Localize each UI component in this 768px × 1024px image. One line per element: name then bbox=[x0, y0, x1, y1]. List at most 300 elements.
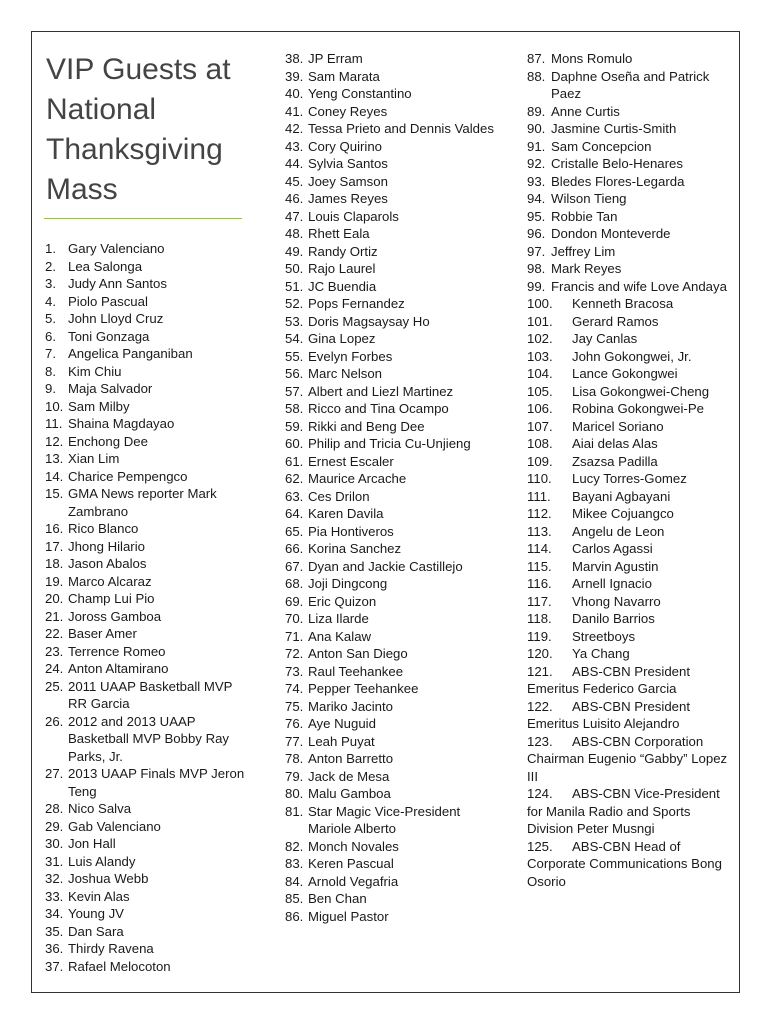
list-item-number: 63. bbox=[285, 488, 304, 504]
guest-name: Joji Dingcong bbox=[308, 576, 388, 591]
list-item-number: 77. bbox=[285, 733, 304, 749]
list-item bbox=[527, 295, 732, 313]
guest-name: Jason Abalos bbox=[68, 556, 147, 571]
guest-name: Albert and Liezl Martinez bbox=[308, 383, 454, 399]
list-item bbox=[285, 890, 495, 908]
list-item-number: 45. bbox=[285, 173, 304, 189]
guest-name: Robina Gokongwei-Pe bbox=[572, 401, 704, 416]
list-item bbox=[527, 488, 732, 506]
list-item-number: 123. bbox=[527, 733, 553, 749]
guest-name: Mikee Cojuangco bbox=[572, 506, 674, 521]
list-item-number: 32. bbox=[45, 871, 64, 886]
guest-name: Anton San Diego bbox=[308, 646, 408, 661]
list-item-number: 1. bbox=[45, 241, 56, 256]
list-item bbox=[45, 293, 250, 311]
list-item-number: 79. bbox=[285, 768, 304, 784]
list-item-number: 111. bbox=[527, 488, 551, 504]
list-item bbox=[45, 818, 250, 836]
list-item bbox=[285, 260, 495, 278]
guest-name: John Gokongwei, Jr. bbox=[572, 348, 692, 364]
list-item bbox=[285, 225, 495, 243]
list-item-number: 34. bbox=[45, 906, 64, 921]
list-item-number: 50. bbox=[285, 261, 304, 276]
list-item bbox=[527, 173, 732, 191]
guest-name: Dyan and Jackie Castillejo bbox=[308, 558, 463, 574]
list-item-number: 116. bbox=[527, 576, 552, 591]
list-item bbox=[527, 593, 732, 611]
guest-name: Ernest Escaler bbox=[308, 453, 394, 469]
list-item-number: 67. bbox=[285, 558, 304, 574]
guest-name: ABS-CBN Vice-President for Manila Radio and Sports Division Peter Musngi bbox=[527, 786, 720, 836]
guest-name: Louis Claparols bbox=[308, 208, 399, 224]
list-item-number: 55. bbox=[285, 348, 304, 364]
list-item bbox=[285, 593, 495, 611]
list-item-number: 64. bbox=[285, 506, 304, 521]
guest-name: Jay Canlas bbox=[572, 331, 638, 346]
list-item-number: 27. bbox=[45, 766, 64, 781]
list-item bbox=[285, 383, 495, 401]
list-item bbox=[527, 155, 732, 173]
guest-name: Anne Curtis bbox=[551, 103, 620, 119]
list-item bbox=[527, 243, 732, 261]
list-item-number: 38. bbox=[285, 51, 304, 66]
list-item-number: 5. bbox=[45, 311, 56, 326]
list-item-number: 114. bbox=[527, 541, 552, 556]
guest-name: Keren Pascual bbox=[308, 856, 394, 871]
guest-name: JP Erram bbox=[308, 51, 363, 66]
list-item-number: 110. bbox=[527, 471, 552, 486]
list-item bbox=[45, 240, 250, 258]
list-item bbox=[527, 698, 732, 733]
list-item bbox=[285, 138, 495, 156]
list-item-number: 97. bbox=[527, 243, 546, 259]
guest-name: Randy Ortiz bbox=[308, 243, 378, 259]
list-item-number: 66. bbox=[285, 541, 304, 556]
list-item bbox=[45, 258, 250, 276]
list-item bbox=[45, 415, 250, 433]
list-item-number: 119. bbox=[527, 628, 552, 644]
guest-name: GMA News reporter Mark Zambrano bbox=[68, 486, 217, 519]
guest-name: Bledes Flores-Legarda bbox=[551, 173, 685, 189]
guest-name: Thirdy Ravena bbox=[68, 941, 154, 956]
guest-name: Maricel Soriano bbox=[572, 418, 664, 434]
list-item-number: 83. bbox=[285, 856, 304, 871]
guest-name: Jhong Hilario bbox=[68, 538, 145, 554]
list-item bbox=[285, 365, 495, 383]
list-item bbox=[527, 120, 732, 138]
list-item-number: 20. bbox=[45, 591, 64, 606]
list-item bbox=[45, 853, 250, 871]
guest-name: Vhong Navarro bbox=[572, 593, 661, 609]
list-item-number: 112. bbox=[527, 506, 552, 521]
list-item bbox=[527, 138, 732, 156]
list-item bbox=[45, 765, 250, 800]
guest-name: Marco Alcaraz bbox=[68, 573, 152, 589]
guest-name: Joey Samson bbox=[308, 173, 388, 189]
list-item-number: 115. bbox=[527, 558, 552, 574]
guest-name: Joshua Webb bbox=[68, 871, 149, 886]
list-item-number: 23. bbox=[45, 643, 64, 659]
list-item-number: 68. bbox=[285, 576, 304, 591]
guest-name: John Lloyd Cruz bbox=[68, 311, 164, 326]
list-item bbox=[285, 575, 495, 593]
guest-name: Young JV bbox=[68, 906, 124, 921]
guest-name: Eric Quizon bbox=[308, 593, 377, 609]
list-item-number: 106. bbox=[527, 401, 553, 416]
guest-name: Streetboys bbox=[572, 628, 636, 644]
list-item-number: 24. bbox=[45, 661, 64, 676]
list-item-number: 82. bbox=[285, 838, 304, 854]
guest-name: Aye Nuguid bbox=[308, 716, 376, 731]
list-item bbox=[285, 803, 495, 838]
guest-list-column-1 bbox=[45, 240, 250, 975]
list-item bbox=[45, 468, 250, 486]
list-item-number: 121. bbox=[527, 663, 553, 679]
list-item-number: 85. bbox=[285, 891, 304, 906]
list-item bbox=[527, 575, 732, 593]
list-item-number: 103. bbox=[527, 348, 553, 364]
list-item bbox=[45, 870, 250, 888]
list-item bbox=[285, 873, 495, 891]
guest-name: Lisa Gokongwei-Cheng bbox=[572, 383, 710, 399]
list-item-number: 18. bbox=[45, 556, 64, 571]
list-item-number: 36. bbox=[45, 941, 64, 956]
list-item-number: 9. bbox=[45, 381, 56, 396]
list-item-number: 73. bbox=[285, 663, 304, 679]
guest-name: Gina Lopez bbox=[308, 331, 376, 346]
list-item-number: 57. bbox=[285, 383, 304, 399]
guest-name: Jasmine Curtis-Smith bbox=[551, 121, 677, 136]
list-item-number: 89. bbox=[527, 103, 546, 119]
guest-name: Enchong Dee bbox=[68, 433, 148, 449]
list-item-number: 93. bbox=[527, 173, 546, 189]
list-item-number: 3. bbox=[45, 276, 56, 291]
guest-name: Monch Novales bbox=[308, 838, 399, 854]
list-item bbox=[285, 295, 495, 313]
guest-name: Jack de Mesa bbox=[308, 768, 390, 784]
list-item bbox=[45, 345, 250, 363]
list-item-number: 98. bbox=[527, 261, 546, 276]
list-item-number: 47. bbox=[285, 208, 304, 224]
list-item bbox=[285, 400, 495, 418]
guest-name: ABS-CBN President Emeritus Luisito Alejandro bbox=[527, 698, 690, 731]
list-item bbox=[527, 365, 732, 383]
list-item-number: 13. bbox=[45, 451, 64, 466]
list-item bbox=[285, 348, 495, 366]
list-item bbox=[527, 383, 732, 401]
guest-name: Angelu de Leon bbox=[572, 523, 665, 539]
guest-name: Carlos Agassi bbox=[572, 541, 653, 556]
list-item bbox=[285, 278, 495, 296]
list-item bbox=[285, 330, 495, 348]
list-item bbox=[285, 313, 495, 331]
list-item-number: 76. bbox=[285, 716, 304, 731]
guest-name: Star Magic Vice-President Mariole Alberto bbox=[308, 803, 461, 836]
guest-name: JC Buendia bbox=[308, 278, 377, 294]
list-item bbox=[285, 190, 495, 208]
guest-name: Philip and Tricia Cu-Unjieng bbox=[308, 436, 471, 451]
list-item-number: 107. bbox=[527, 418, 553, 434]
list-item bbox=[527, 453, 732, 471]
list-item bbox=[527, 225, 732, 243]
list-item-number: 71. bbox=[285, 628, 304, 644]
guest-name: Yeng Constantino bbox=[308, 86, 412, 101]
list-item bbox=[285, 610, 495, 628]
list-item bbox=[285, 470, 495, 488]
list-item-number: 40. bbox=[285, 86, 304, 101]
list-item bbox=[285, 208, 495, 226]
list-item bbox=[285, 155, 495, 173]
list-item-number: 118. bbox=[527, 611, 552, 626]
guest-name: Maurice Arcache bbox=[308, 471, 407, 486]
list-item-number: 19. bbox=[45, 573, 64, 589]
guest-name: Sam Concepcion bbox=[551, 138, 652, 154]
guest-name: Gab Valenciano bbox=[68, 818, 161, 834]
list-item-number: 31. bbox=[45, 853, 64, 869]
guest-name: Champ Lui Pio bbox=[68, 591, 155, 606]
guest-name: Mariko Jacinto bbox=[308, 698, 394, 714]
list-item-number: 78. bbox=[285, 751, 304, 766]
list-item-number: 43. bbox=[285, 138, 304, 154]
list-item bbox=[45, 328, 250, 346]
list-item-number: 41. bbox=[285, 103, 304, 119]
list-item bbox=[285, 628, 495, 646]
list-item bbox=[285, 103, 495, 121]
guest-name: James Reyes bbox=[308, 191, 388, 206]
guest-name: ABS-CBN President Emeritus Federico Garcia bbox=[527, 663, 690, 696]
guest-name: Sam Marata bbox=[308, 68, 380, 84]
list-item bbox=[285, 435, 495, 453]
guest-name: Jeffrey Lim bbox=[551, 243, 616, 259]
list-item bbox=[45, 538, 250, 556]
list-item-number: 60. bbox=[285, 436, 304, 451]
list-item bbox=[527, 645, 732, 663]
list-item bbox=[45, 310, 250, 328]
guest-name: Cristalle Belo-Henares bbox=[551, 156, 683, 171]
list-item bbox=[527, 505, 732, 523]
guest-name: Korina Sanchez bbox=[308, 541, 402, 556]
list-item bbox=[45, 608, 250, 626]
guest-name: Marvin Agustin bbox=[572, 558, 659, 574]
list-item bbox=[45, 485, 250, 520]
list-item bbox=[285, 540, 495, 558]
list-item bbox=[285, 50, 495, 68]
list-item bbox=[45, 573, 250, 591]
guest-name: Rhett Eala bbox=[308, 226, 370, 241]
guest-name: Anton Barretto bbox=[308, 751, 394, 766]
guest-name: Ben Chan bbox=[308, 891, 367, 906]
guest-name: Xian Lim bbox=[68, 451, 120, 466]
list-item bbox=[45, 923, 250, 941]
guest-name: Joross Gamboa bbox=[68, 608, 162, 624]
list-item bbox=[285, 733, 495, 751]
list-item-number: 17. bbox=[45, 538, 64, 554]
list-item bbox=[527, 540, 732, 558]
list-item-number: 69. bbox=[285, 593, 304, 609]
list-item-number: 70. bbox=[285, 611, 304, 626]
list-item bbox=[527, 785, 732, 838]
guest-name: Gerard Ramos bbox=[572, 313, 659, 329]
guest-name: Leah Puyat bbox=[308, 733, 375, 749]
list-item-number: 42. bbox=[285, 121, 304, 136]
guest-name: Pepper Teehankee bbox=[308, 681, 419, 696]
list-item bbox=[527, 733, 732, 786]
list-item bbox=[527, 558, 732, 576]
list-item bbox=[527, 435, 732, 453]
list-item-number: 113. bbox=[527, 523, 552, 539]
list-item bbox=[285, 68, 495, 86]
guest-name: Gary Valenciano bbox=[68, 241, 165, 256]
list-item-number: 72. bbox=[285, 646, 304, 661]
guest-name: Pops Fernandez bbox=[308, 296, 405, 311]
list-item bbox=[45, 678, 250, 713]
list-item bbox=[45, 713, 250, 766]
list-item-number: 86. bbox=[285, 908, 304, 924]
guest-list-column-2 bbox=[285, 50, 495, 925]
list-item-number: 4. bbox=[45, 293, 56, 309]
list-item-number: 65. bbox=[285, 523, 304, 539]
guest-name: Raul Teehankee bbox=[308, 663, 404, 679]
guest-name: Angelica Panganiban bbox=[68, 346, 193, 361]
list-item bbox=[527, 400, 732, 418]
guest-name: Toni Gonzaga bbox=[68, 328, 150, 344]
guest-name: Luis Alandy bbox=[68, 853, 136, 869]
list-item-number: 10. bbox=[45, 398, 64, 414]
list-item-number: 87. bbox=[527, 51, 546, 66]
guest-name: Kim Chiu bbox=[68, 363, 122, 379]
list-item-number: 75. bbox=[285, 698, 304, 714]
list-item-number: 28. bbox=[45, 801, 64, 816]
list-item bbox=[527, 610, 732, 628]
list-item-number: 51. bbox=[285, 278, 304, 294]
guest-name: Lance Gokongwei bbox=[572, 366, 678, 381]
list-item-number: 7. bbox=[45, 346, 56, 361]
list-item bbox=[285, 523, 495, 541]
list-item bbox=[527, 313, 732, 331]
list-item-number: 96. bbox=[527, 226, 546, 241]
guest-name: Malu Gamboa bbox=[308, 786, 391, 801]
list-item-number: 62. bbox=[285, 471, 304, 486]
list-item bbox=[285, 453, 495, 471]
guest-name: Judy Ann Santos bbox=[68, 276, 167, 291]
list-item bbox=[285, 908, 495, 926]
guest-name: Lucy Torres-Gomez bbox=[572, 471, 687, 486]
list-item-number: 109. bbox=[527, 453, 553, 469]
list-item-number: 124. bbox=[527, 786, 553, 801]
guest-name: 2013 UAAP Finals MVP Jeron Teng bbox=[68, 766, 245, 799]
list-item bbox=[527, 838, 732, 891]
list-item bbox=[45, 398, 250, 416]
list-item bbox=[285, 558, 495, 576]
list-item-number: 26. bbox=[45, 713, 64, 729]
guest-name: Evelyn Forbes bbox=[308, 348, 393, 364]
list-item-number: 101. bbox=[527, 313, 553, 329]
list-item-number: 125. bbox=[527, 838, 553, 854]
guest-name: Bayani Agbayani bbox=[572, 488, 671, 504]
list-item bbox=[527, 278, 732, 296]
guest-name: Tessa Prieto and Dennis Valdes bbox=[308, 121, 494, 136]
list-item-number: 92. bbox=[527, 156, 546, 171]
list-item-number: 117. bbox=[527, 593, 552, 609]
guest-name: ABS-CBN Head of Corporate Communications Bong Osorio bbox=[527, 838, 722, 889]
guest-name: Mons Romulo bbox=[551, 51, 633, 66]
list-item bbox=[527, 628, 732, 646]
list-item-number: 52. bbox=[285, 296, 304, 311]
guest-name: Dondon Monteverde bbox=[551, 226, 671, 241]
list-item-number: 61. bbox=[285, 453, 304, 469]
list-item-number: 46. bbox=[285, 191, 304, 206]
guest-name: Nico Salva bbox=[68, 801, 132, 816]
list-item bbox=[45, 800, 250, 818]
page-title: VIP Guests at National Thanksgiving Mass bbox=[46, 53, 231, 206]
guest-name: Marc Nelson bbox=[308, 366, 383, 381]
guest-name: 2011 UAAP Basketball MVP RR Garcia bbox=[68, 678, 233, 711]
guest-name: Piolo Pascual bbox=[68, 293, 148, 309]
list-item bbox=[527, 103, 732, 121]
list-item bbox=[285, 645, 495, 663]
guest-name: Sylvia Santos bbox=[308, 156, 388, 171]
list-item bbox=[285, 243, 495, 261]
list-item-number: 104. bbox=[527, 366, 553, 381]
list-item bbox=[285, 855, 495, 873]
list-item bbox=[45, 940, 250, 958]
list-item bbox=[45, 625, 250, 643]
guest-name: Miguel Pastor bbox=[308, 908, 389, 924]
list-item bbox=[45, 433, 250, 451]
guest-name: ABS-CBN Corporation Chairman Eugenio “Gabby” Lopez III bbox=[527, 733, 728, 784]
list-item bbox=[285, 418, 495, 436]
list-item-number: 16. bbox=[45, 521, 64, 536]
guest-name: Ya Chang bbox=[572, 646, 630, 661]
guest-name: Ces Drilon bbox=[308, 488, 370, 504]
guest-name: Jon Hall bbox=[68, 836, 116, 851]
list-item-number: 39. bbox=[285, 68, 304, 84]
list-item-number: 54. bbox=[285, 331, 304, 346]
list-item-number: 53. bbox=[285, 313, 304, 329]
list-item-number: 108. bbox=[527, 436, 553, 451]
guest-name: Daphne Oseña and Patrick Paez bbox=[551, 68, 710, 101]
guest-name: 2012 and 2013 UAAP Basketball MVP Bobby Ray Parks, Jr. bbox=[68, 713, 230, 764]
guest-name: Arnell Ignacio bbox=[572, 576, 652, 591]
list-item-number: 49. bbox=[285, 243, 304, 259]
list-item-number: 100. bbox=[527, 296, 553, 311]
list-item-number: 33. bbox=[45, 888, 64, 904]
guest-name: Wilson Tieng bbox=[551, 191, 627, 206]
list-item bbox=[45, 888, 250, 906]
list-item-number: 80. bbox=[285, 786, 304, 801]
list-item-number: 59. bbox=[285, 418, 304, 434]
list-item-number: 35. bbox=[45, 923, 64, 939]
list-item bbox=[527, 68, 732, 103]
guest-name: Dan Sara bbox=[68, 923, 124, 939]
guest-name: Terrence Romeo bbox=[68, 643, 166, 659]
list-item-number: 95. bbox=[527, 208, 546, 224]
guest-name: Arnold Vegafria bbox=[308, 873, 399, 889]
list-item bbox=[527, 208, 732, 226]
list-item bbox=[285, 768, 495, 786]
guest-name: Coney Reyes bbox=[308, 103, 388, 119]
list-item bbox=[45, 275, 250, 293]
list-item-number: 29. bbox=[45, 818, 64, 834]
list-item bbox=[45, 363, 250, 381]
list-item bbox=[285, 173, 495, 191]
list-item bbox=[45, 660, 250, 678]
list-item-number: 2. bbox=[45, 258, 56, 274]
guest-name: Maja Salvador bbox=[68, 381, 153, 396]
title-underline bbox=[44, 218, 242, 219]
guest-name: Danilo Barrios bbox=[572, 611, 655, 626]
list-item bbox=[285, 505, 495, 523]
